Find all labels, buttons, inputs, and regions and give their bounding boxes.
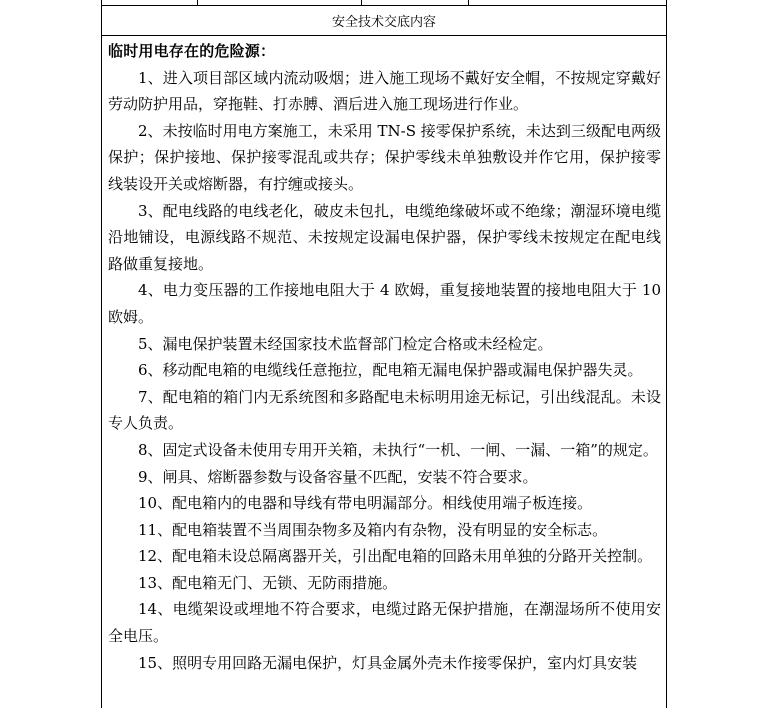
content-cell (108, 36, 661, 676)
list-item: 4、电力变压器的工作接地电阻大于 4 欧姆，重复接地装置的接地电阻大于 10 欧姆。 (108, 281, 661, 326)
table-header-row (102, 6, 666, 36)
list-item: 1、进入项目部区域内流动吸烟；进入施工现场不戴好安全帽，不按规定穿戴好劳动防护用品，穿拖鞋、打赤膊、酒后进入施工现场进行作业。 (108, 68, 661, 114)
list-item: 2、未按临时用电方案施工，未采用 TN-S 接零保护系统，未达到三级配电两级保护；保护接地、保护接零混乱或共存；保护零线未单独敷设并作它用，保护接零线装设开关或熔断器，有拧缠或接头。 (108, 121, 661, 193)
header-title: 安全技术交底内容 (331, 15, 436, 30)
list-item: 14、电缆架设或埋地不符合要求，电缆过路无保护措施，在潮湿场所不使用安全电压。 (108, 600, 661, 646)
list-item: 6、移动配电箱的电缆线任意拖拉，配电箱无漏电保护器或漏电保护器失灵。 (138, 361, 643, 380)
list-item: 12、配电箱未设总隔离器开关，引出配电箱的回路未用单独的分路开关控制。 (138, 547, 653, 566)
list-item: 8、固定式设备未使用专用开关箱，未执行“一机、一闸、一漏、一箱”的规定。 (138, 440, 658, 459)
list-item: 13、配电箱无门、无锁、无防雨措施。 (138, 573, 398, 592)
list-item: 10、配电箱内的电器和导线有带电明漏部分。相线使用端子板连接。 (138, 494, 593, 513)
list-item: 9、闸具、熔断器参数与设备容量不匹配，安装不符合要求。 (138, 467, 538, 486)
list-item: 7、配电箱的箱门内无系统图和多路配电未标明用途无标记，引出线混乱。未设专人负责。 (108, 387, 661, 433)
section-title: 临时用电存在的危险源： (108, 42, 276, 60)
list-item: 5、漏电保护装置未经国家技术监督部门检定合格或未经检定。 (138, 334, 553, 353)
document-table (101, 0, 667, 708)
list-item: 15、照明专用回路无漏电保护，灯具金属外壳未作接零保护，室内灯具安装 (138, 653, 638, 672)
list-item: 3、配电线路的电线老化，破皮未包扎，电缆绝缘破坏或不绝缘；潮湿环境电缆沿地铺设，电源线路不规范、未按规定设漏电保护器，保护零线未按规定在配电线路做重复接地。 (108, 201, 661, 273)
list-item: 11、配电箱装置不当周围杂物多及箱内有杂物，没有明显的安全标志。 (138, 520, 608, 539)
